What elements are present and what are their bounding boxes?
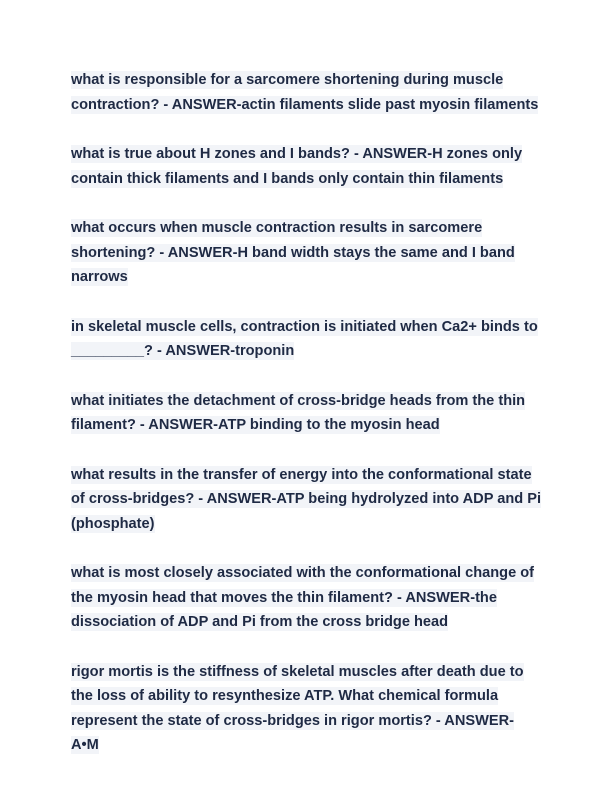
qa-item-3	[71, 216, 541, 290]
qa-item-5	[71, 389, 541, 438]
qa-text: what occurs when muscle contraction results in sarcomere shortening? - ANSWER-H band width stays the same and I band narrows	[71, 220, 515, 285]
qa-text: what is most closely associated with the conformational change of the myosin head that moves the thin filament? - ANSWER-the dissociation of ADP and Pi from the cross bridge head	[71, 565, 535, 630]
qa-item-2	[71, 142, 541, 191]
qa-text: what is responsible for a sarcomere shortening during muscle contraction? - ANSWER-actin filaments slide past myosin filaments	[71, 72, 539, 113]
qa-item-7	[71, 561, 541, 635]
qa-text: what initiates the detachment of cross-bridge heads from the thin filament? - ANSWER-ATP binding to the myosin head	[71, 392, 526, 433]
qa-list	[71, 68, 541, 783]
qa-item-1	[71, 68, 541, 117]
qa-item-8	[71, 660, 541, 758]
qa-item-4	[71, 315, 541, 364]
qa-text: what results in the transfer of energy into the conformational state of cross-bridges? - ANSWER-ATP being hydrolyzed into ADP and Pi (phosphate)	[71, 466, 542, 532]
qa-text: in skeletal muscle cells, contraction is initiated when Ca2+ binds to _________? - ANSWER-troponin	[71, 318, 538, 359]
qa-item-6	[71, 463, 541, 537]
qa-text: rigor mortis is the stiffness of skeletal muscles after death due to the loss of ability to resynthesize ATP. What chemical formula represent the state of cross-bridges in rigor mortis? - ANSWER-A•M	[71, 663, 524, 753]
qa-text: what is true about H zones and I bands? - ANSWER-H zones only contain thick filaments and I bands only contain thin filaments	[71, 146, 523, 187]
